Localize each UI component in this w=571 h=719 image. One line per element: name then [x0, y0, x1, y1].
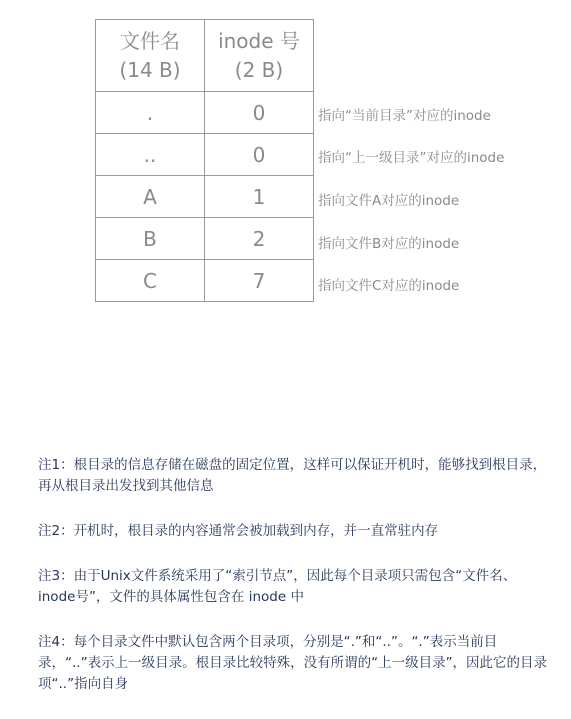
table-row — [96, 218, 314, 260]
inode-column-header — [205, 20, 314, 92]
inode-header-size: (2 B) — [234, 57, 284, 82]
filename-column-header — [96, 20, 205, 92]
entry-inode-cell: 7 — [205, 260, 314, 302]
entry-name-cell: .. — [96, 134, 205, 176]
filename-header-size: (14 B) — [119, 57, 181, 82]
table-row — [96, 260, 314, 302]
entry-name-cell: B — [96, 218, 205, 260]
table-row — [96, 134, 314, 176]
entry-name-cell: A — [96, 176, 205, 218]
table-row — [96, 176, 314, 218]
entry-inode-cell: 1 — [205, 176, 314, 218]
footnote-2: 注2：开机时，根目录的内容通常会被加载到内存，并一直常驻内存 — [38, 523, 439, 539]
row-annotation: 指向“上一级目录”对应的inode — [318, 150, 505, 166]
filename-header-title: 文件名 — [120, 28, 180, 53]
row-annotation: 指向文件C对应的inode — [318, 278, 460, 294]
entry-inode-cell: 0 — [205, 92, 314, 134]
footnote-1: 注1：根目录的信息存储在磁盘的固定位置，这样可以保证开机时，能够找到根目录，再从根目录出发找到其他信息 — [38, 457, 547, 494]
footnote-3: 注3：由于Unix文件系统采用了“索引节点”，因此每个目录项只需包含“文件名、inode号”，文件的具体属性包含在 inode 中 — [38, 568, 517, 605]
row-annotation: 指向文件A对应的inode — [318, 193, 460, 209]
footnotes-section — [38, 455, 553, 719]
entry-inode-cell: 0 — [205, 134, 314, 176]
row-annotation: 指向文件B对应的inode — [318, 236, 460, 252]
entry-inode-cell: 2 — [205, 218, 314, 260]
table-row — [96, 92, 314, 134]
footnote-4: 注4：每个目录文件中默认包含两个目录项，分别是“.”和“..”。“.”表示当前目录，“..”表示上一级目录。根目录比较特殊，没有所谓的“上一级目录”，因此它的目录项“..”指向自身 — [38, 634, 548, 692]
entry-name-cell: . — [96, 92, 205, 134]
entry-name-cell: C — [96, 260, 205, 302]
inode-header-title: inode 号 — [218, 28, 300, 53]
directory-table — [95, 19, 314, 302]
row-annotation: 指向“当前目录”对应的inode — [318, 108, 491, 124]
table-header-row — [96, 20, 314, 92]
